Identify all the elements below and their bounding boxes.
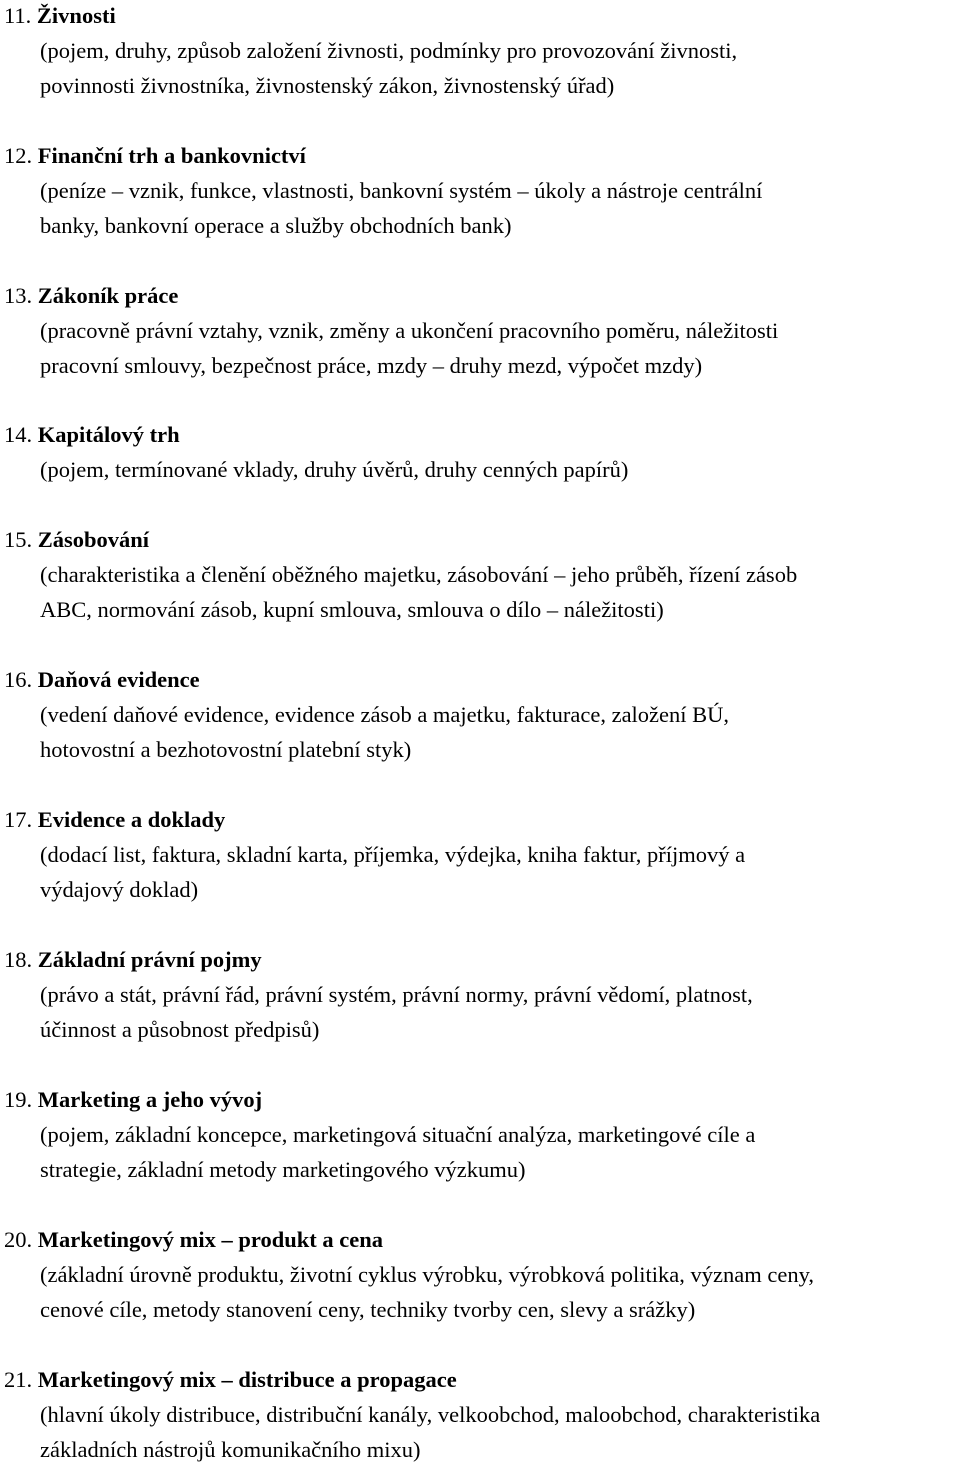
topic-title: Marketingový mix – distribuce a propagace — [37, 1367, 457, 1392]
topic-heading — [4, 282, 178, 310]
topic-number: 12. — [4, 143, 33, 168]
topic-description-line: (pracovně právní vztahy, vznik, změny a ukončení pracovního poměru, náležitosti — [40, 318, 779, 343]
topic-description-line: (vedení daňové evidence, evidence zásob a majetku, fakturace, založení BÚ, — [40, 702, 730, 727]
topic-number: 17. — [4, 807, 33, 832]
topic-description-line: (právo a stát, právní řád, právní systém, právní normy, právní vědomí, platnost, — [40, 982, 753, 1007]
topic-title: Marketing a jeho vývoj — [37, 1087, 263, 1112]
topic-number: 16. — [4, 667, 33, 692]
topic-heading — [4, 526, 149, 554]
topic-heading — [4, 142, 306, 170]
topic-heading — [4, 1366, 457, 1394]
topic-title: Zásobování — [37, 527, 150, 552]
topic-heading — [4, 666, 200, 694]
topic-description-line: cenové cíle, metody stanovení ceny, techniky tvorby cen, slevy a srážky) — [40, 1297, 696, 1322]
topic-number: 18. — [4, 947, 33, 972]
topic-description-line: základních nástrojů komunikačního mixu) — [40, 1437, 421, 1462]
topic-title: Marketingový mix – produkt a cena — [37, 1227, 383, 1252]
topic-heading — [4, 1086, 262, 1114]
topic-description-line: (dodací list, faktura, skladní karta, příjemka, výdejka, kniha faktur, příjmový a — [40, 842, 746, 867]
topic-description-line: strategie, základní metody marketingového výzkumu) — [40, 1157, 526, 1182]
topic-heading — [4, 2, 116, 30]
topic-title: Finanční trh a bankovnictví — [37, 143, 306, 168]
topic-description-line: banky, bankovní operace a služby obchodních bank) — [40, 213, 512, 238]
topic-number: 14. — [4, 422, 33, 447]
topic-number: 19. — [4, 1087, 33, 1112]
topic-number: 15. — [4, 527, 33, 552]
topic-title: Evidence a doklady — [37, 807, 226, 832]
topic-number: 13. — [4, 283, 33, 308]
topic-description-line: účinnost a působnost předpisů) — [40, 1017, 320, 1042]
topic-description-line: (základní úrovně produktu, životní cyklus výrobku, výrobková politika, význam ceny, — [40, 1262, 814, 1287]
topic-description-line: (pojem, základní koncepce, marketingová situační analýza, marketingové cíle a — [40, 1122, 756, 1147]
topic-heading — [4, 421, 180, 449]
topic-description-line: výdajový doklad) — [40, 877, 199, 902]
topic-title: Kapitálový trh — [37, 422, 180, 447]
topic-title: Základní právní pojmy — [37, 947, 262, 972]
topic-description-line: (charakteristika a členění oběžného majetku, zásobování – jeho průběh, řízení zásob — [40, 562, 798, 587]
topic-description-line: pracovní smlouvy, bezpečnost práce, mzdy – druhy mezd, výpočet mzdy) — [40, 353, 703, 378]
topic-description-line: povinnosti živnostníka, živnostenský zákon, živnostenský úřad) — [40, 73, 615, 98]
topic-title: Daňová evidence — [37, 667, 200, 692]
topic-description-line: hotovostní a bezhotovostní platební styk) — [40, 737, 412, 762]
topic-number: 11. — [4, 3, 32, 28]
topic-description-line: (pojem, termínované vklady, druhy úvěrů, druhy cenných papírů) — [40, 457, 629, 482]
topic-description-line: ABC, normování zásob, kupní smlouva, smlouva o dílo – náležitosti) — [40, 597, 664, 622]
topic-heading — [4, 1226, 383, 1254]
topic-title: Živnosti — [36, 3, 116, 28]
topic-title: Zákoník práce — [37, 283, 179, 308]
topic-heading — [4, 946, 262, 974]
topic-description-line: (peníze – vznik, funkce, vlastnosti, bankovní systém – úkoly a nástroje centrální — [40, 178, 763, 203]
topic-number: 21. — [4, 1367, 33, 1392]
topic-heading — [4, 806, 225, 834]
topic-number: 20. — [4, 1227, 33, 1252]
topic-description-line: (pojem, druhy, způsob založení živnosti, podmínky pro provozování živnosti, — [40, 38, 738, 63]
topic-description-line: (hlavní úkoly distribuce, distribuční kanály, velkoobchod, maloobchod, charakteristika — [40, 1402, 821, 1427]
